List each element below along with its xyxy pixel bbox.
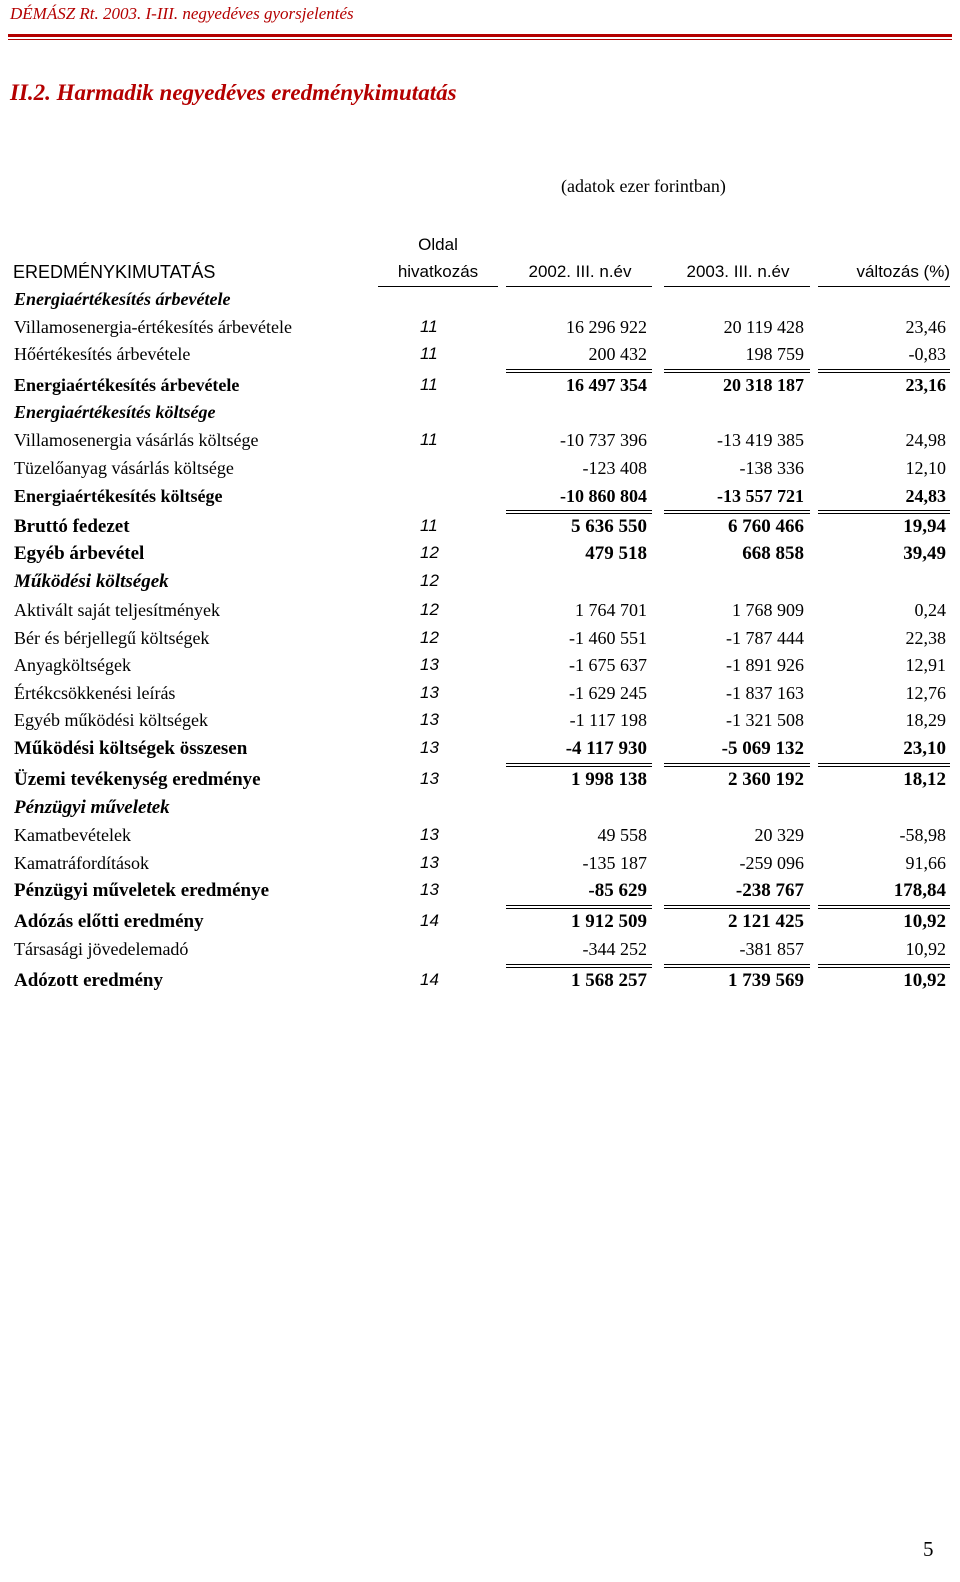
total-line (506, 369, 652, 370)
table-row (0, 710, 960, 736)
row-change: 10,92 (903, 970, 946, 991)
row-value-2002: -1 460 551 (569, 628, 647, 648)
row-label: Tüzelőanyag vásárlás költsége (14, 458, 234, 478)
table-row (0, 880, 960, 906)
row-label: Pénzügyi műveletek (14, 797, 170, 818)
row-change: 18,12 (903, 769, 946, 790)
total-line (664, 908, 810, 909)
row-ref: 13 (420, 738, 439, 757)
total-line (664, 964, 810, 965)
row-value-2003: 20 329 (754, 825, 804, 845)
row-value-2002: -135 187 (582, 853, 647, 873)
row-value-2002: 16 497 354 (566, 375, 647, 395)
section-title: II.2. Harmadik negyedéves eredménykimutatás (10, 80, 457, 105)
total-line (818, 510, 950, 511)
header-rule-thin (8, 39, 952, 40)
row-label: Energiaértékesítés költsége (14, 402, 216, 422)
row-value-2002: -344 252 (582, 939, 647, 959)
total-line (818, 763, 950, 764)
table-row (0, 402, 960, 428)
row-label: Villamosenergia vásárlás költsége (14, 430, 259, 450)
table-row (0, 825, 960, 851)
row-value-2002: 200 432 (588, 344, 647, 364)
row-value-2003: -1 837 163 (726, 683, 804, 703)
row-label: Bruttó fedezet (14, 516, 130, 537)
table-row (0, 911, 960, 937)
row-value-2003: -1 321 508 (726, 710, 804, 730)
row-change: 12,10 (905, 458, 946, 478)
row-ref: 13 (420, 825, 439, 844)
row-label: Működési költségek összesen (14, 738, 248, 759)
row-change: 24,98 (905, 430, 946, 450)
row-label: Energiaértékesítés költsége (14, 486, 223, 506)
column-header-ref-line1: Oldal (418, 235, 458, 254)
row-change: 12,76 (905, 683, 946, 703)
total-line (506, 967, 652, 968)
row-value-2002: 1 998 138 (571, 769, 647, 790)
page-number: 5 (923, 1537, 934, 1561)
row-change: 91,66 (905, 853, 946, 873)
row-value-2002: -1 629 245 (569, 683, 647, 703)
row-value-2002: -123 408 (582, 458, 647, 478)
table-row (0, 317, 960, 343)
table-row (0, 797, 960, 823)
total-line (818, 905, 950, 906)
row-label: Üzemi tevékenység eredménye (14, 769, 261, 790)
row-label: Anyagköltségek (14, 655, 131, 675)
column-header-ref-line2: hivatkozás (397, 262, 479, 281)
row-value-2002: 5 636 550 (571, 516, 647, 537)
table-row (0, 571, 960, 597)
total-line (818, 766, 950, 767)
row-value-2002: -1 675 637 (569, 655, 647, 675)
table-row (0, 375, 960, 401)
table-row (0, 738, 960, 764)
table-row (0, 344, 960, 370)
row-ref: 13 (420, 853, 439, 872)
row-label: Bér és bérjellegű költségek (14, 628, 210, 648)
row-label: Pénzügyi műveletek eredménye (14, 880, 270, 901)
row-value-2003: 1 768 909 (732, 600, 804, 620)
row-label: Aktivált saját teljesítmények (14, 600, 220, 620)
row-change: 23,10 (903, 738, 946, 759)
row-change: 23,16 (905, 375, 946, 395)
row-label: Értékcsökkenési leírás (14, 683, 176, 703)
document-header: DÉMÁSZ Rt. 2003. I-III. negyedéves gyorsjelentés (10, 4, 354, 23)
row-value-2003: -1 891 926 (726, 655, 804, 675)
row-ref: 11 (420, 430, 438, 449)
total-line (506, 372, 652, 373)
units-note: (adatok ezer forintban) (561, 176, 726, 196)
total-line (664, 763, 810, 764)
row-value-2002: 479 518 (585, 543, 647, 564)
total-line (506, 766, 652, 767)
row-value-2003: 1 739 569 (728, 970, 804, 991)
row-change: 24,83 (905, 486, 946, 506)
row-value-2002: -10 860 804 (560, 486, 647, 506)
row-change: 12,91 (905, 655, 946, 675)
row-change: 19,94 (903, 516, 946, 537)
table-row (0, 683, 960, 709)
table-row (0, 655, 960, 681)
table-row (0, 486, 960, 512)
total-line (506, 763, 652, 764)
row-value-2003: -259 096 (739, 853, 804, 873)
row-value-2002: -10 737 396 (560, 430, 647, 450)
row-value-2003: -1 787 444 (726, 628, 804, 648)
row-value-2003: -13 557 721 (717, 486, 804, 506)
row-ref: 13 (420, 769, 439, 788)
row-ref: 12 (420, 571, 439, 590)
row-ref: 11 (420, 317, 438, 336)
column-header-change: változás (%) (856, 262, 950, 281)
total-line (818, 513, 950, 514)
row-ref: 11 (420, 344, 438, 363)
row-ref: 11 (420, 375, 438, 394)
total-line (664, 905, 810, 906)
row-value-2002: -1 117 198 (569, 710, 647, 730)
row-change: 10,92 (903, 911, 946, 932)
row-change: 23,46 (905, 317, 946, 337)
table-row (0, 516, 960, 542)
row-ref: 12 (420, 543, 439, 562)
row-value-2002: -4 117 930 (565, 738, 647, 759)
total-line (818, 369, 950, 370)
row-ref: 13 (420, 683, 439, 702)
total-line (506, 905, 652, 906)
row-label: Energiaértékesítés árbevétele (14, 375, 240, 395)
row-value-2003: 2 121 425 (728, 911, 804, 932)
header-underline-change (818, 286, 950, 287)
column-header-main: EREDMÉNYKIMUTATÁS (13, 262, 216, 282)
row-value-2003: -381 857 (739, 939, 804, 959)
table-row (0, 769, 960, 795)
row-value-2003: 668 858 (742, 543, 804, 564)
row-label: Egyéb árbevétel (14, 543, 145, 564)
total-line (664, 510, 810, 511)
total-line (818, 372, 950, 373)
total-line (506, 513, 652, 514)
total-line (664, 513, 810, 514)
row-value-2003: 20 119 428 (723, 317, 804, 337)
row-value-2003: -13 419 385 (717, 430, 804, 450)
row-change: -0,83 (908, 344, 946, 364)
total-line (506, 964, 652, 965)
table-row (0, 543, 960, 569)
row-value-2003: 198 759 (745, 344, 804, 364)
row-ref: 13 (420, 880, 439, 899)
row-ref: 14 (420, 911, 439, 930)
table-row (0, 628, 960, 654)
row-value-2002: 1 568 257 (571, 970, 647, 991)
row-change: 0,24 (914, 600, 946, 620)
row-label: Adózás előtti eredmény (14, 911, 204, 932)
row-value-2003: 20 318 187 (723, 375, 804, 395)
row-ref: 13 (420, 710, 439, 729)
total-line (664, 766, 810, 767)
row-value-2002: 49 558 (597, 825, 647, 845)
row-value-2002: -85 629 (588, 880, 647, 901)
row-label: Adózott eredmény (14, 970, 163, 991)
row-label: Működési költségek (14, 571, 169, 592)
row-ref: 13 (420, 655, 439, 674)
total-line (506, 908, 652, 909)
row-change: 178,84 (893, 880, 946, 901)
table-row (0, 458, 960, 484)
row-ref: 12 (420, 628, 439, 647)
row-value-2003: -5 069 132 (721, 738, 804, 759)
table-row (0, 600, 960, 626)
row-ref: 12 (420, 600, 439, 619)
row-ref: 11 (420, 516, 438, 535)
row-value-2003: -238 767 (735, 880, 804, 901)
table-row (0, 853, 960, 879)
row-value-2003: 6 760 466 (728, 516, 804, 537)
column-header-2002: 2002. III. n.év (528, 262, 632, 281)
row-change: 22,38 (905, 628, 946, 648)
total-line (506, 510, 652, 511)
total-line (818, 967, 950, 968)
row-change: -58,98 (899, 825, 946, 845)
table-row (0, 430, 960, 456)
header-underline-ref (378, 286, 498, 287)
total-line (664, 369, 810, 370)
column-header-2003: 2003. III. n.év (686, 262, 790, 281)
row-label: Energiaértékesítés árbevétele (14, 289, 231, 309)
row-value-2003: 2 360 192 (728, 769, 804, 790)
row-change: 18,29 (905, 710, 946, 730)
table-row (0, 970, 960, 996)
row-value-2002: 16 296 922 (566, 317, 647, 337)
row-label: Kamatráfordítások (14, 853, 149, 873)
row-label: Egyéb működési költségek (14, 710, 208, 730)
total-line (818, 908, 950, 909)
row-label: Kamatbevételek (14, 825, 131, 845)
total-line (664, 967, 810, 968)
table-row (0, 289, 960, 315)
table-row (0, 939, 960, 965)
row-label: Hőértékesítés árbevétele (14, 344, 191, 364)
row-value-2003: -138 336 (739, 458, 804, 478)
row-value-2002: 1 912 509 (571, 911, 647, 932)
row-ref: 14 (420, 970, 439, 989)
row-label: Társasági jövedelemadó (14, 939, 189, 959)
total-line (664, 372, 810, 373)
header-rule (8, 34, 952, 37)
row-value-2002: 1 764 701 (575, 600, 647, 620)
header-underline-2003 (664, 286, 810, 287)
row-label: Villamosenergia-értékesítés árbevétele (14, 317, 292, 337)
row-change: 10,92 (905, 939, 946, 959)
header-underline-2002 (506, 286, 652, 287)
total-line (818, 964, 950, 965)
row-change: 39,49 (903, 543, 946, 564)
